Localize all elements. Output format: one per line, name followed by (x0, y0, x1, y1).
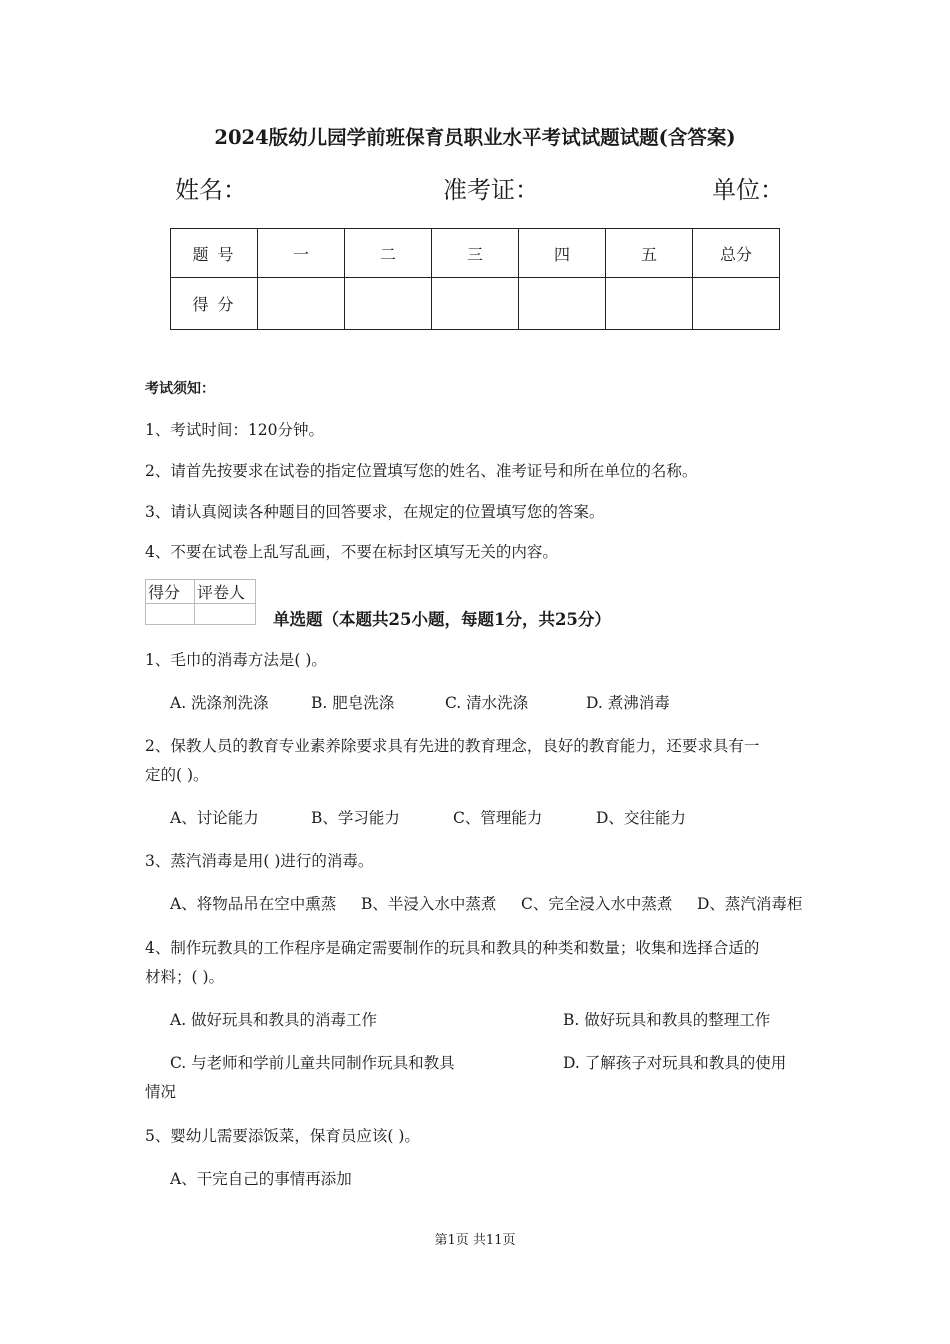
exam-id-field-label: 准考证： (443, 176, 539, 204)
score-col-1: 一 (258, 229, 345, 278)
question-text: 1、毛巾的消毒方法是( )。 (145, 651, 327, 669)
option: A. 做好玩具和教具的消毒工作 (170, 1011, 378, 1029)
page-footer: 第1页 共11页 (434, 1233, 516, 1248)
score-col-5: 五 (606, 229, 693, 278)
option: D. 了解孩子对玩具和教具的使用 (563, 1054, 787, 1072)
option: C、管理能力 (453, 809, 543, 827)
score-label: 得 分 (171, 278, 258, 330)
score-cell (606, 278, 693, 330)
notice-item: 3、请认真阅读各种题目的回答要求，在规定的位置填写您的答案。 (145, 503, 605, 521)
option: A、干完自己的事情再添加 (170, 1170, 352, 1188)
option: D、蒸汽消毒柜 (697, 895, 803, 913)
option: A、讨论能力 (170, 809, 259, 827)
score-table-score-row (171, 278, 780, 330)
grader-score-label: 得分 (146, 580, 195, 604)
option-cont: 情况 (145, 1083, 177, 1101)
grader-box (145, 579, 256, 625)
question-number-label: 题 号 (171, 229, 258, 278)
section-title: 单选题（本题共25小题，每题1分，共25分） (273, 610, 611, 629)
page-title: 2024版幼儿园学前班保育员职业水平考试试题试题(含答案) (214, 126, 736, 149)
option: B、半浸入水中蒸煮 (361, 895, 497, 913)
score-table (170, 228, 780, 330)
notice-item: 4、不要在试卷上乱写乱画，不要在标封区填写无关的内容。 (145, 543, 558, 561)
question-text-cont: 定的( )。 (145, 766, 209, 784)
score-col-3: 三 (432, 229, 519, 278)
notice-item: 2、请首先按要求在试卷的指定位置填写您的姓名、准考证号和所在单位的名称。 (145, 462, 698, 480)
score-cell (432, 278, 519, 330)
option: B. 肥皂洗涤 (311, 694, 395, 712)
unit-field-label: 单位： (712, 176, 784, 204)
grader-score-cell (146, 604, 195, 625)
option: C、完全浸入水中蒸煮 (521, 895, 673, 913)
notice-heading: 考试须知： (145, 381, 215, 397)
score-col-2: 二 (345, 229, 432, 278)
option: A. 洗涤剂洗涤 (170, 694, 269, 712)
score-cell (258, 278, 345, 330)
option: D. 煮沸消毒 (586, 694, 670, 712)
option: D、交往能力 (596, 809, 686, 827)
question-text: 3、蒸汽消毒是用( )进行的消毒。 (145, 852, 374, 870)
option: C. 与老师和学前儿童共同制作玩具和教具 (170, 1054, 455, 1072)
grader-name-cell (195, 604, 256, 625)
score-col-total: 总分 (693, 229, 780, 278)
score-cell (345, 278, 432, 330)
option: C. 清水洗涤 (445, 694, 529, 712)
score-cell (693, 278, 780, 330)
question-text: 4、制作玩教具的工作程序是确定需要制作的玩具和教具的种类和数量；收集和选择合适的 (145, 939, 760, 957)
question-text: 5、婴幼儿需要添饭菜，保育员应该( )。 (145, 1127, 420, 1145)
option: B、学习能力 (311, 809, 400, 827)
option: B. 做好玩具和教具的整理工作 (563, 1011, 771, 1029)
question-text-cont: 材料；( )。 (145, 968, 225, 986)
notice-item: 1、考试时间：120分钟。 (145, 421, 324, 439)
grader-name-label: 评卷人 (195, 580, 256, 604)
name-field-label: 姓名： (175, 176, 247, 204)
option: A、将物品吊在空中熏蒸 (170, 895, 337, 913)
score-col-4: 四 (519, 229, 606, 278)
score-cell (519, 278, 606, 330)
score-table-header-row (171, 229, 780, 278)
question-text: 2、保教人员的教育专业素养除要求具有先进的教育理念，良好的教育能力，还要求具有一 (145, 737, 760, 755)
